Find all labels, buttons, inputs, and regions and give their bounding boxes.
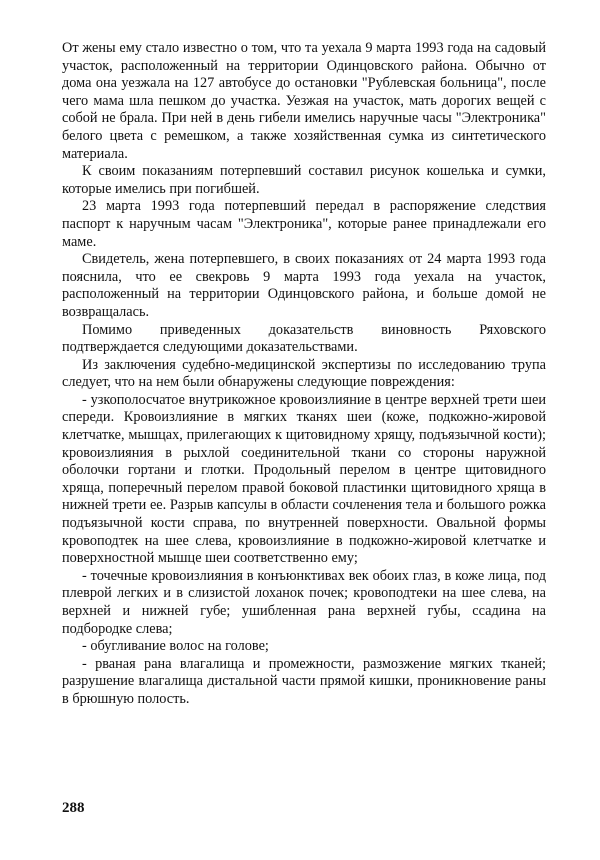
paragraph-6: Из заключения судебно-медицинской экспертизы по исследованию трупа следует, что на нем были обнаружены следующие повреждения: xyxy=(62,356,546,391)
paragraph-1: От жены ему стало известно о том, что та уехала 9 марта 1993 года на садовый участок, расположенный на территории Одинцовского района. Обычно от дома она уезжала на 127 автобусе до остановки "Рублевская больница", после чего мама шла пешком до участка. Уезжая на участок, мать дорогих вещей с собой не брала. При ней в день гибели имелись наручные часы "Электроника" белого цвета с ремешком, а также хозяйственная сумка из синтетического материала. xyxy=(62,40,546,162)
page-number: 288 xyxy=(62,800,85,816)
injury-item-4: - рваная рана влагалища и промежности, размозжение мягких тканей; разрушение влагалища дистальной части прямой кишки, проникновение раны в брюшную полость. xyxy=(62,655,546,707)
injury-item-1: - узкополосчатое внутрикожное кровоизлияние в центре верхней трети шеи спереди. Кровоизлияние в мягких тканях шеи (коже, подкожно-жировой клетчатке, мышцах, прилегающих к щитовидному хрящу, подъязычной кости); кровоизлияния в рыхлой соединительной ткани со стороны наружной оболочки гортани и глотки. Продольный перелом в центре щитовидного хряща, поперечный перелом правой боковой пластинки щитовидного хряща в нижней трети ее. Разрыв капсулы в области сочленения тела и большого рожка подъязычной кости справа, по внутренней поверхности. Овальной формы кровоподтек на шее слева, кровоизлияние в подкожно-жировой клетчатке и поверхностной мышце шеи соответственно ему; xyxy=(62,391,546,567)
paragraph-2: К своим показаниям потерпевший составил рисунок кошелька и сумки, которые имелись при погибшей. xyxy=(62,163,546,197)
paragraph-3: 23 марта 1993 года потерпевший передал в распоряжение следствия паспорт к наручным часам "Электроника", которые ранее принадлежали его маме. xyxy=(62,198,546,250)
injury-item-2: - точечные кровоизлияния в конъюнктивах век обоих глаз, в коже лица, под плеврой легких и в слизистой лоханок почек; кровоподтеки на шее слева, на верхней и нижней губе; ушибленная рана верхней губы, ссадина на подбородке слева; xyxy=(62,567,546,637)
injury-item-3: - обугливание волос на голове; xyxy=(82,638,269,655)
paragraph-4: Свидетель, жена потерпевшего, в своих показаниях от 24 марта 1993 года пояснила, что ее свекровь 9 марта 1993 года уехала на участок, расположенный на территории Одинцовского района, и больше домой не возвращалась. xyxy=(62,251,546,320)
page-body xyxy=(62,40,546,709)
paragraph-5: Помимо приведенных доказательств виновность Ряховского подтверждается следующими доказательствами. xyxy=(62,321,546,356)
